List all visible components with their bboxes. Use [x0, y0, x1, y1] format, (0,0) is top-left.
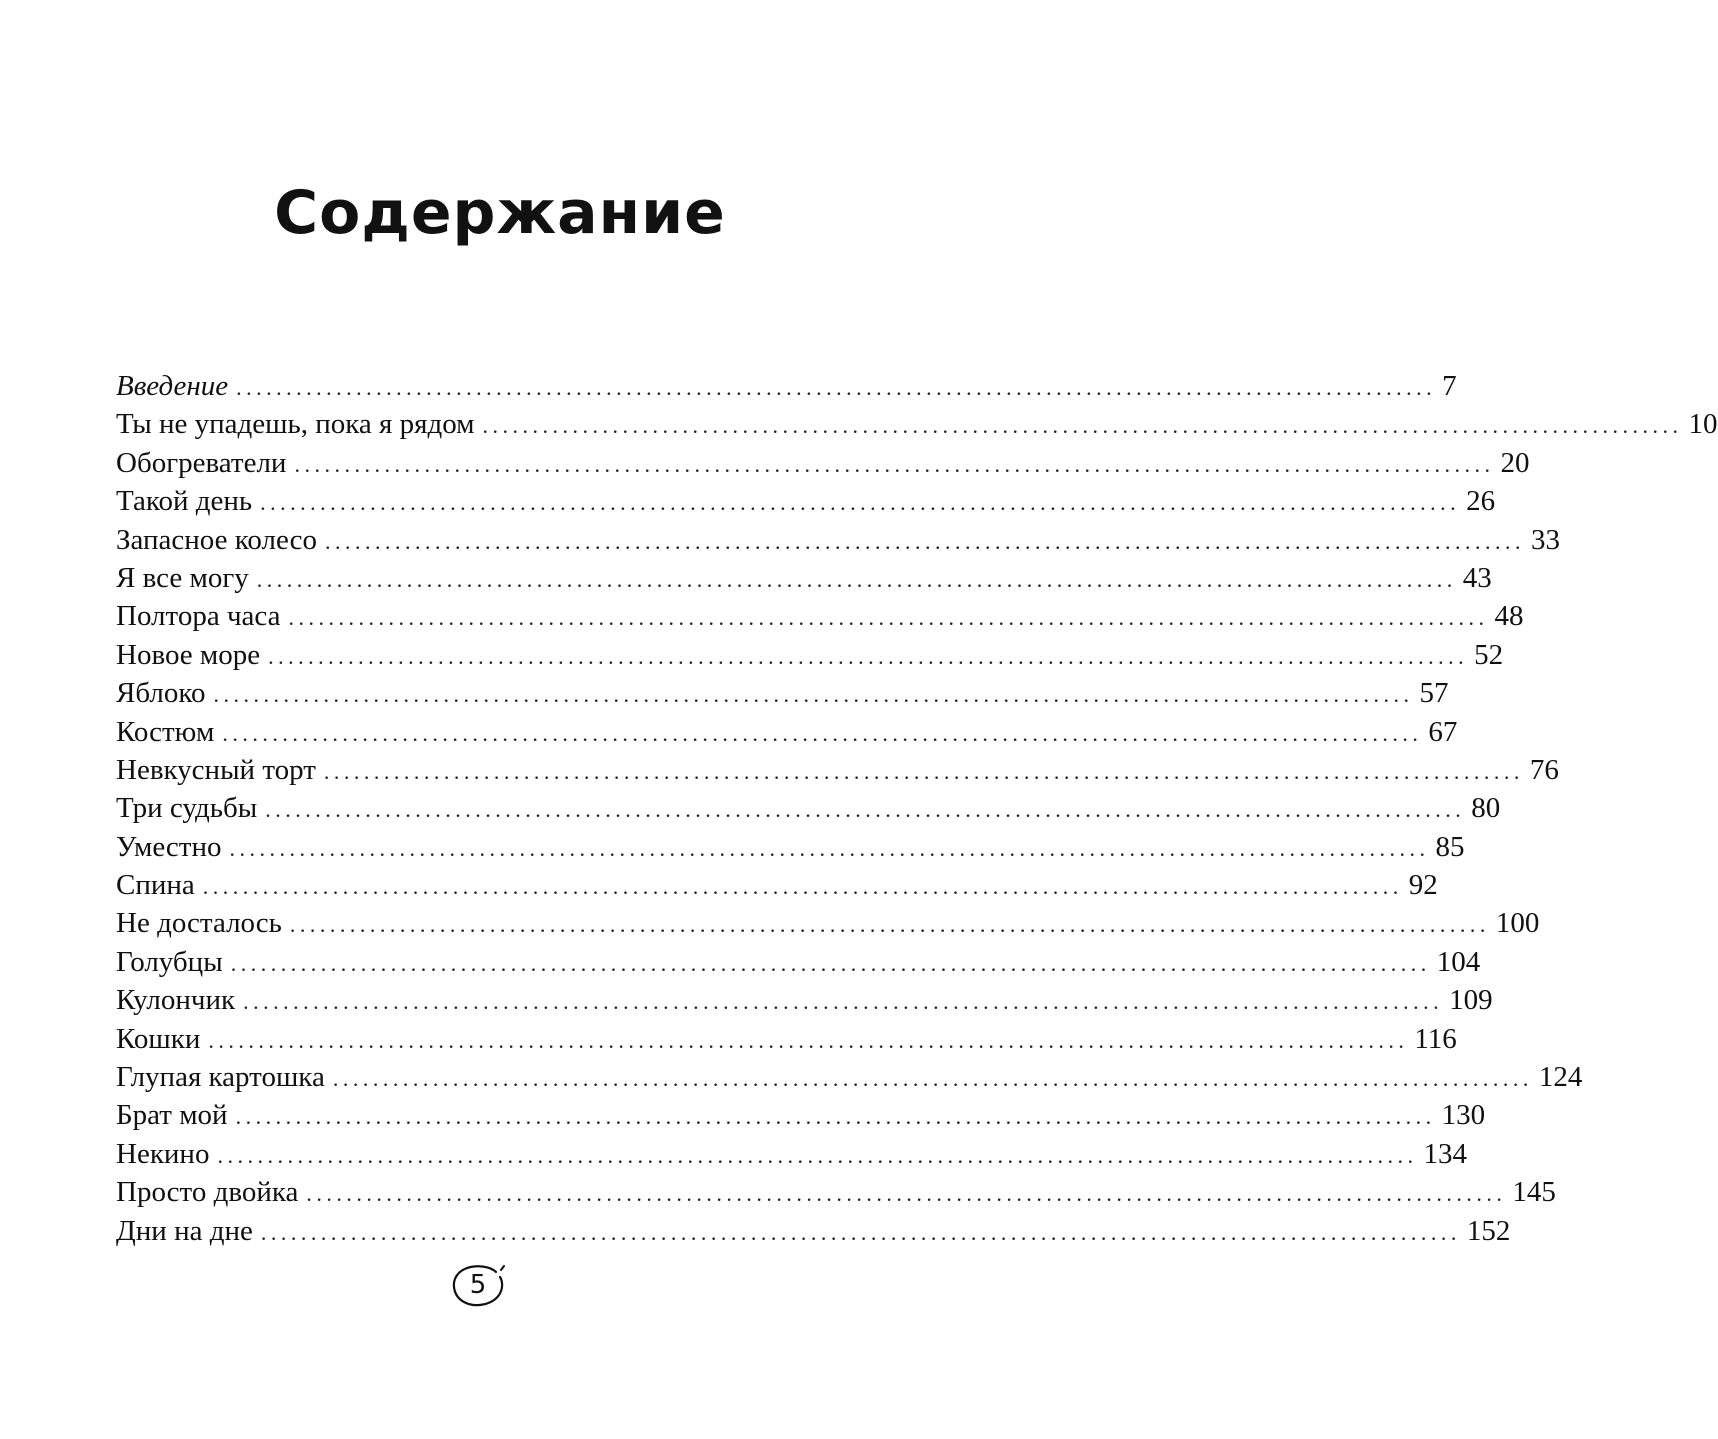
toc-leader-dots: ........................................................................................................................ [222, 720, 1423, 746]
toc-entry-page: 152 [1466, 1214, 1511, 1247]
toc-entry [116, 597, 1524, 635]
toc-entry-title: Брат мой [116, 1099, 228, 1132]
toc-leader-dots: ........................................................................................................................ [230, 950, 1431, 976]
toc-entry-title: Дни на дне [116, 1214, 253, 1247]
toc-leader-dots: ........................................................................................................................ [235, 1104, 1436, 1130]
toc-entry-page: 43 [1462, 561, 1492, 594]
toc-entry-page: 109 [1449, 984, 1493, 1017]
toc-entry [116, 1020, 1457, 1058]
toc-entry [116, 981, 1493, 1019]
toc-leader-dots: ........................................................................................................................ [265, 797, 1466, 823]
toc-entry-page: 92 [1408, 869, 1438, 902]
toc-entry-title: Ты не упадешь, пока я рядом [116, 408, 475, 441]
toc-leader-dots: ........................................................................................................................ [260, 1219, 1461, 1245]
toc-entry-page: 104 [1436, 945, 1481, 978]
toc-entry-title: Уместно [116, 830, 222, 863]
toc-entry [116, 482, 1496, 520]
toc-entry [116, 866, 1438, 904]
toc-entry-title: Костюм [116, 715, 215, 748]
toc-leader-dots: ........................................................................................................................ [332, 1066, 1533, 1092]
toc-entry-page: 145 [1512, 1176, 1556, 1209]
toc-entry [116, 559, 1492, 597]
page-number: 5 [469, 1270, 487, 1300]
toc-entry-page: 130 [1441, 1099, 1486, 1132]
toc-leader-dots: ........................................................................................................................ [229, 835, 1430, 861]
toc-leader-dots: ........................................................................................................................ [306, 1181, 1507, 1207]
toc-entry [116, 405, 1718, 443]
toc-entry-title: Просто двойка [116, 1176, 299, 1209]
toc-entry-title: Такой день [116, 485, 253, 518]
toc-entry-page: 124 [1538, 1061, 1583, 1094]
toc-entry-title: Я все могу [116, 561, 249, 594]
toc-leader-dots: ........................................................................................................................ [268, 643, 1469, 669]
toc-entry [116, 751, 1559, 789]
toc-entry-title: Некино [116, 1137, 210, 1170]
toc-entry-page: 116 [1414, 1022, 1457, 1055]
table-of-contents [116, 367, 1718, 1250]
toc-entry [116, 904, 1540, 942]
toc-entry-page: 26 [1466, 485, 1496, 518]
toc-leader-dots: ........................................................................................................................ [243, 989, 1444, 1015]
toc-entry-title: Запасное колесо [116, 523, 317, 556]
toc-entry [116, 713, 1458, 751]
toc-entry-title: Три судьбы [116, 792, 258, 825]
page-number-badge [450, 1262, 506, 1308]
toc-leader-dots: ........................................................................................................................ [289, 912, 1490, 938]
toc-entry [116, 521, 1560, 559]
toc-leader-dots: ........................................................................................................................ [324, 528, 1525, 554]
toc-entry-title: Глупая картошка [116, 1061, 325, 1094]
toc-entry [116, 1212, 1511, 1250]
toc-leader-dots: ........................................................................................................................ [217, 1142, 1418, 1168]
toc-entry [116, 1173, 1556, 1211]
toc-entry [116, 943, 1481, 981]
toc-entry-title: Невкусный торт [116, 753, 316, 786]
toc-leader-dots: ........................................................................................................................ [208, 1027, 1409, 1053]
toc-leader-dots: ........................................................................................................................ [256, 566, 1457, 592]
toc-leader-dots: ........................................................................................................................ [202, 874, 1403, 900]
toc-entry-page: 85 [1435, 830, 1465, 863]
toc-entry [116, 636, 1504, 674]
toc-entry-page: 20 [1500, 446, 1530, 479]
toc-entry [116, 674, 1449, 712]
toc-entry-title: Голубцы [116, 945, 223, 978]
toc-entry [116, 828, 1465, 866]
toc-entry-page: 57 [1419, 677, 1449, 710]
toc-leader-dots: ........................................................................................................................ [236, 375, 1437, 400]
toc-entry-page: 33 [1530, 523, 1560, 556]
toc-entry-page: 80 [1471, 792, 1501, 825]
toc-entry [116, 444, 1530, 482]
toc-entry-title: Яблоко [116, 677, 206, 710]
toc-entry [116, 367, 1457, 405]
toc-entry-title: Кошки [116, 1022, 201, 1055]
toc-entry-title: Кулончик [116, 984, 236, 1017]
toc-entry-page: 134 [1423, 1137, 1467, 1170]
toc-entry-page: 7 [1442, 370, 1457, 402]
toc-entry [116, 1096, 1486, 1134]
toc-entry-title: Введение [116, 370, 229, 402]
toc-leader-dots: ........................................................................................................................ [260, 490, 1461, 516]
toc-entry-page: 52 [1474, 638, 1504, 671]
toc-entry-title: Обогреватели [116, 446, 287, 479]
toc-entry-page: 10 [1688, 408, 1718, 441]
toc-entry [116, 1135, 1467, 1173]
toc-entry-page: 76 [1529, 753, 1559, 786]
toc-leader-dots: ........................................................................................................................ [482, 413, 1683, 439]
toc-entry [116, 789, 1501, 827]
toc-leader-dots: ........................................................................................................................ [294, 451, 1495, 477]
toc-entry-title: Спина [116, 869, 195, 902]
toc-entry-page: 100 [1495, 907, 1540, 940]
toc-entry-title: Полтора часа [116, 600, 281, 633]
toc-entry-page: 67 [1428, 715, 1458, 748]
toc-entry-title: Новое море [116, 638, 261, 671]
page-title: Содержание [274, 178, 726, 249]
toc-entry [116, 1058, 1583, 1096]
toc-entry-title: Не досталось [116, 907, 282, 940]
toc-leader-dots: ........................................................................................................................ [288, 605, 1489, 631]
toc-leader-dots: ........................................................................................................................ [213, 682, 1414, 708]
toc-entry-page: 48 [1494, 600, 1524, 633]
toc-leader-dots: ........................................................................................................................ [323, 758, 1524, 784]
